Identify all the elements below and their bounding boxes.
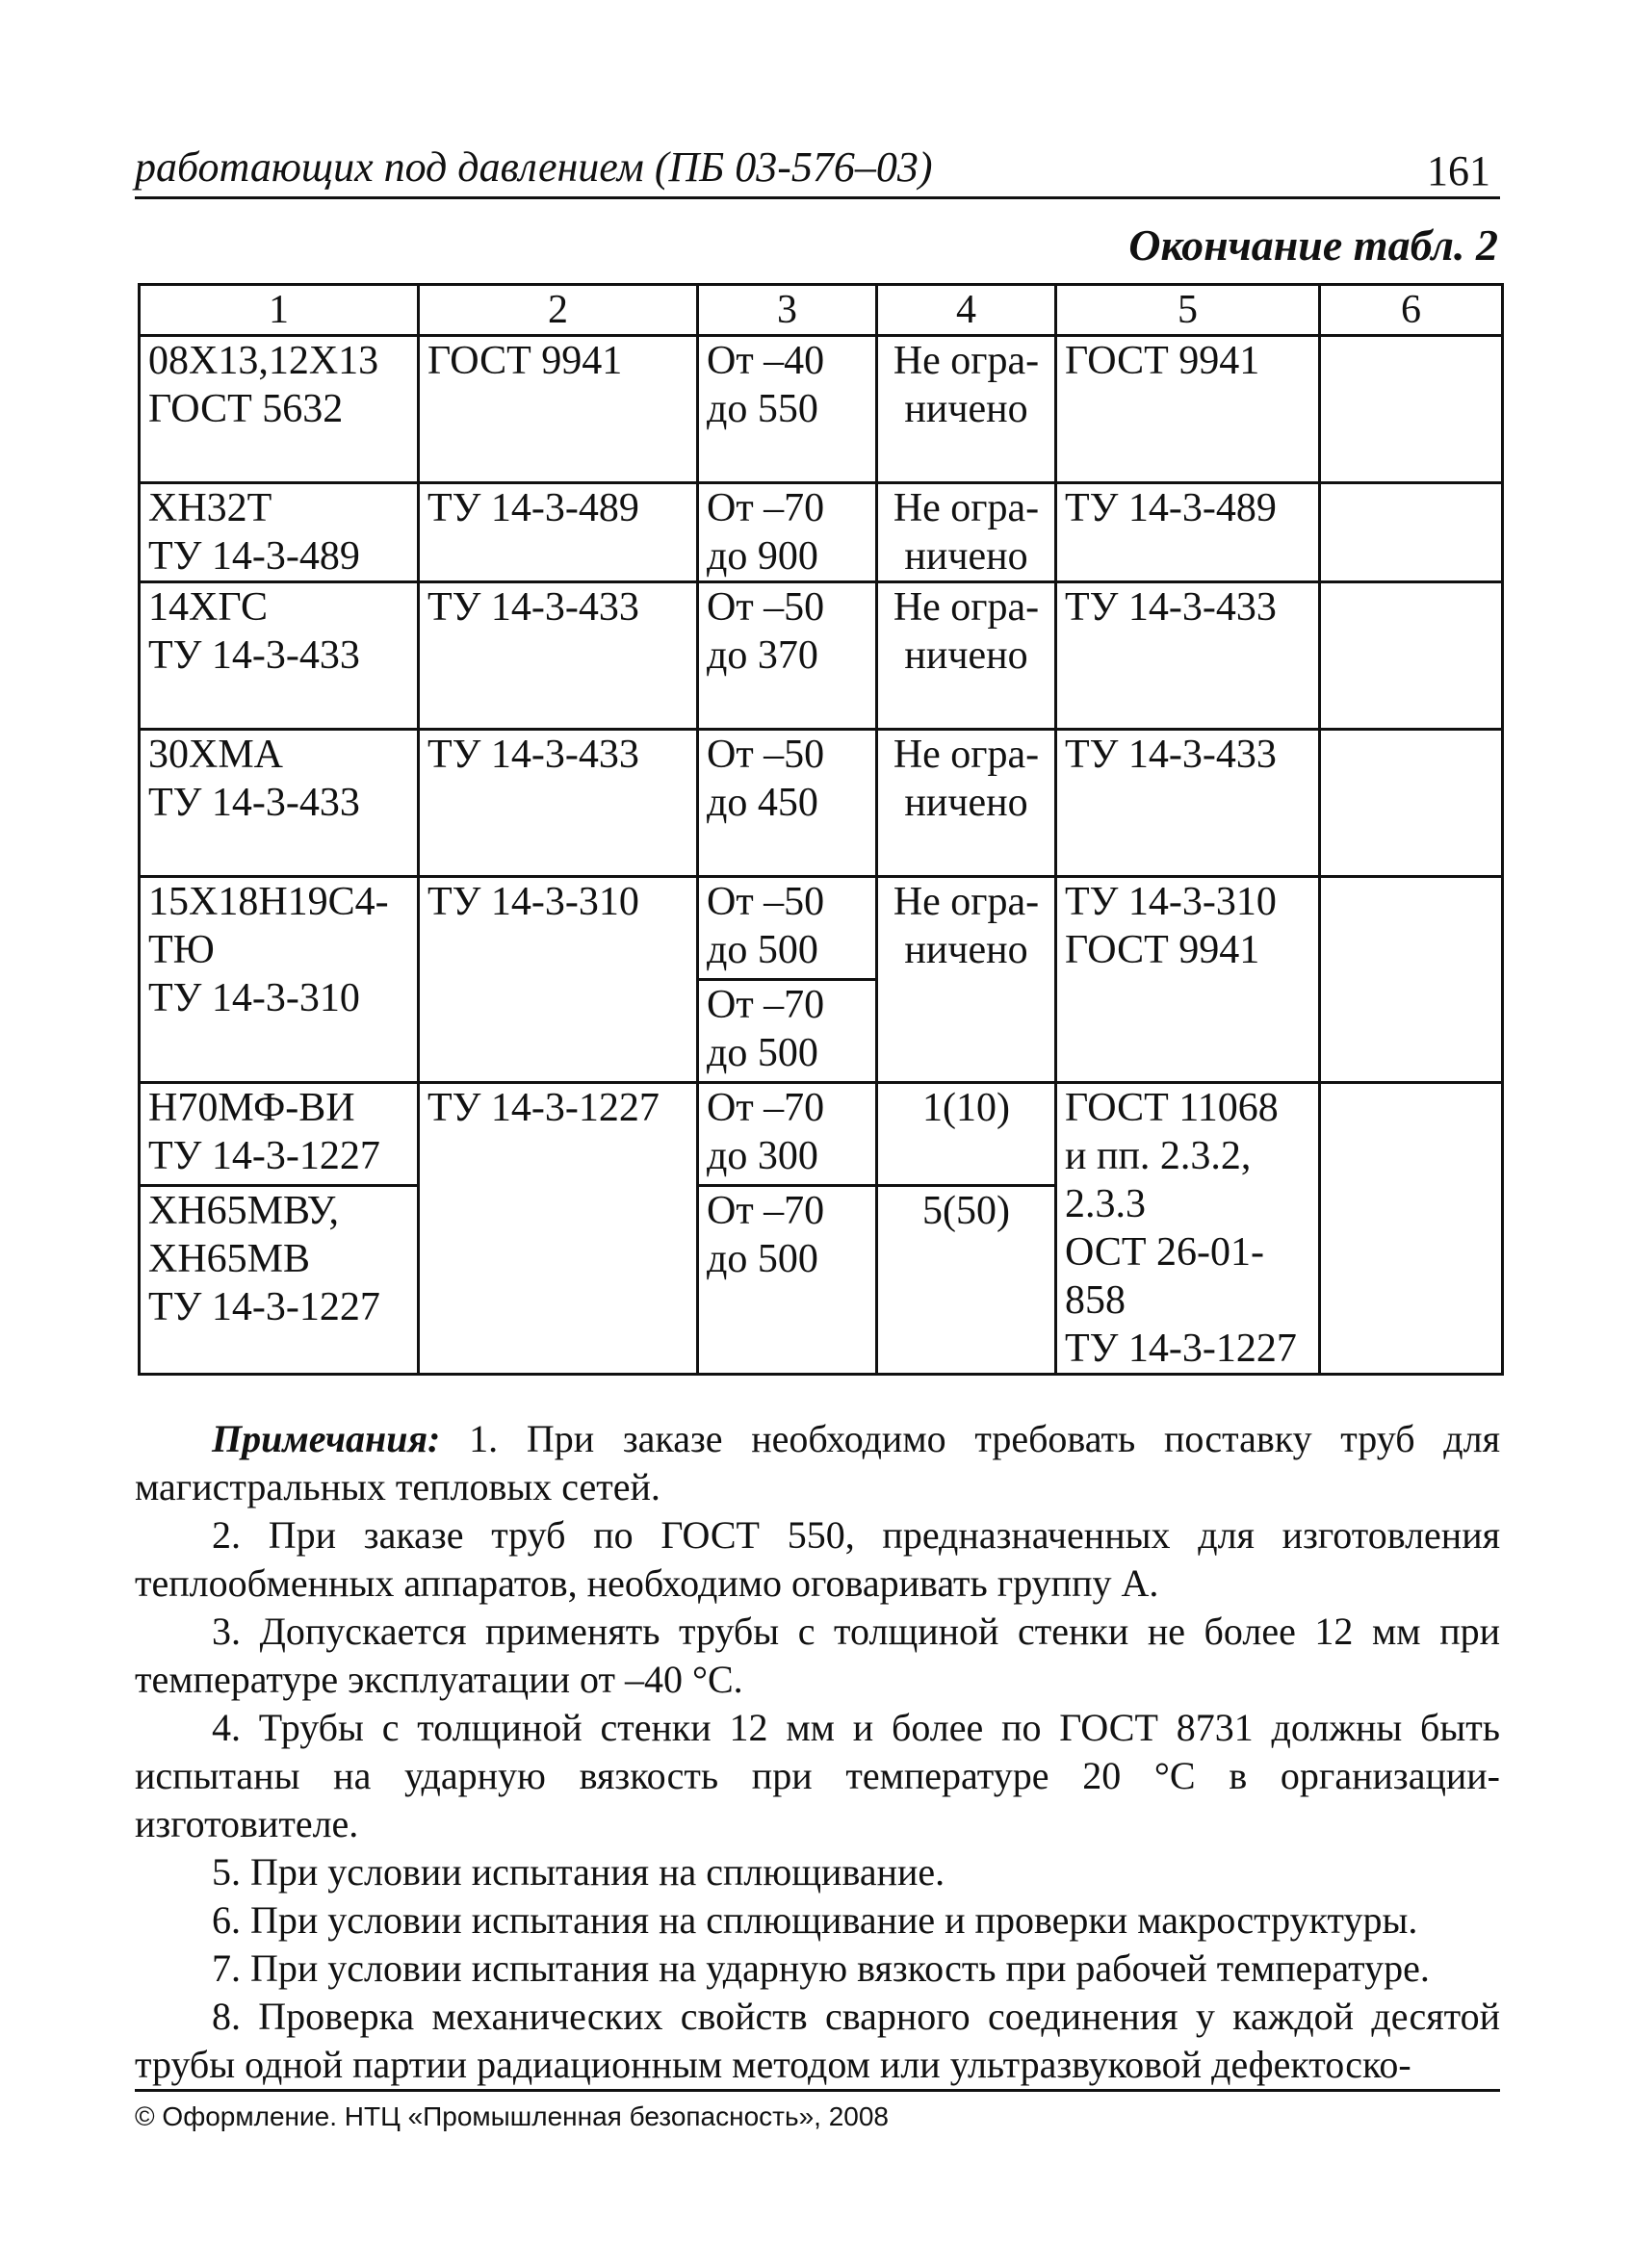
table-cell: Не огра- ничено [877,336,1056,483]
table-cell [1320,336,1503,483]
table-cell: От –40 до 550 [698,336,877,483]
note-item: 2. При заказе труб по ГОСТ 550, предназначенных для изготовления теплообменных аппаратов, необходимо оговаривать группу А. [135,1513,1500,1605]
table-cell [1320,730,1503,877]
table-row [140,877,1503,980]
table-cell: Не огра- ничено [877,582,1056,730]
table-cell: 1(10) [877,1083,1056,1186]
table-cell: От –70 до 900 [698,483,877,582]
table-cell: ХН65МВУ, ХН65МВ ТУ 14-3-1227 [140,1186,419,1375]
column-header: 2 [419,285,698,336]
table-cell: ГОСТ 11068 и пп. 2.3.2, 2.3.3 ОСТ 26-01- 858 ТУ 14-3-1227 [1056,1083,1320,1375]
copyright-footer: © Оформление. НТЦ «Промышленная безопасность», 2008 [135,2089,1500,2132]
table-row [140,1083,1503,1186]
note-item: 7. При условии испытания на ударную вязкость при рабочей температуре. [212,1946,1430,1990]
table-cell: ТУ 14-3-310 [419,877,698,1083]
table-cell [1320,483,1503,582]
column-header: 4 [877,285,1056,336]
table-cell: От –50 до 370 [698,582,877,730]
table-cell: 15Х18Н19С4- ТЮ ТУ 14-3-310 [140,877,419,1083]
notes-label: Примечания: [212,1417,441,1460]
table-cell: 14ХГС ТУ 14-3-433 [140,582,419,730]
page-number: 161 [1427,147,1490,194]
table-row [140,730,1503,877]
table-cell: Не огра- ничено [877,877,1056,1083]
table-cell [1320,877,1503,1083]
table-cell: ТУ 14-3-489 [1056,483,1320,582]
table-cell: 08Х13,12Х13 ГОСТ 5632 [140,336,419,483]
table-cell: От –70 до 300 [698,1083,877,1186]
note-item: 8. Проверка механических свойств сварного соединения у каждой десятой трубы одной партии радиационным методом или ультразвуковой дефектоско- [135,1995,1500,2086]
table-cell: ТУ 14-3-433 [1056,582,1320,730]
table-caption: Окончание табл. 2 [1128,220,1498,270]
table-cell: ГОСТ 9941 [419,336,698,483]
table-cell: ТУ 14-3-489 [419,483,698,582]
table-cell: ТУ 14-3-433 [1056,730,1320,877]
table-row [140,336,1503,483]
table-cell: От –70 до 500 [698,1186,877,1375]
steel-grades-table [138,283,1504,1376]
table-cell: Не огра- ничено [877,730,1056,877]
table-cell: 5(50) [877,1186,1056,1375]
note-item: 6. При условии испытания на сплющивание и проверки макроструктуры. [212,1898,1418,1942]
table-cell: От –70 до 500 [698,980,877,1083]
note-item: 5. При условии испытания на сплющивание. [212,1850,945,1894]
column-header: 6 [1320,285,1503,336]
table-row [140,483,1503,582]
note-item: 4. Трубы с толщиной стенки 12 мм и более по ГОСТ 8731 должны быть испытаны на ударную вязкость при температуре 20 °С в организации-изготовителе. [135,1706,1500,1845]
table-cell: ТУ 14-3-433 [419,582,698,730]
table-cell: От –50 до 450 [698,730,877,877]
notes-section [135,1415,1500,2089]
column-header: 1 [140,285,419,336]
running-header [135,142,1500,199]
table-cell: ХН32Т ТУ 14-3-489 [140,483,419,582]
table-row [140,582,1503,730]
table-cell: Не огра- ничено [877,483,1056,582]
table-cell: ТУ 14-3-310 ГОСТ 9941 [1056,877,1320,1083]
note-item: 3. Допускается применять трубы с толщиной стенки не более 12 мм при температуре эксплуатации от –40 °С. [135,1610,1500,1701]
table-header-row [140,285,1503,336]
running-title: работающих под давлением (ПБ 03-576–03) [135,143,933,191]
table-cell [1320,1083,1503,1375]
table-cell: ТУ 14-3-433 [419,730,698,877]
table-cell: ТУ 14-3-1227 [419,1083,698,1375]
note-item: Примечания: 1. При заказе необходимо требовать поставку труб для магистральных тепловых сетей. [135,1417,1501,1508]
table-cell: 30ХМА ТУ 14-3-433 [140,730,419,877]
table-cell: Н70МФ-ВИ ТУ 14-3-1227 [140,1083,419,1186]
table-cell [1320,582,1503,730]
table-cell: ГОСТ 9941 [1056,336,1320,483]
table-cell: От –50 до 500 [698,877,877,980]
column-header: 3 [698,285,877,336]
column-header: 5 [1056,285,1320,336]
